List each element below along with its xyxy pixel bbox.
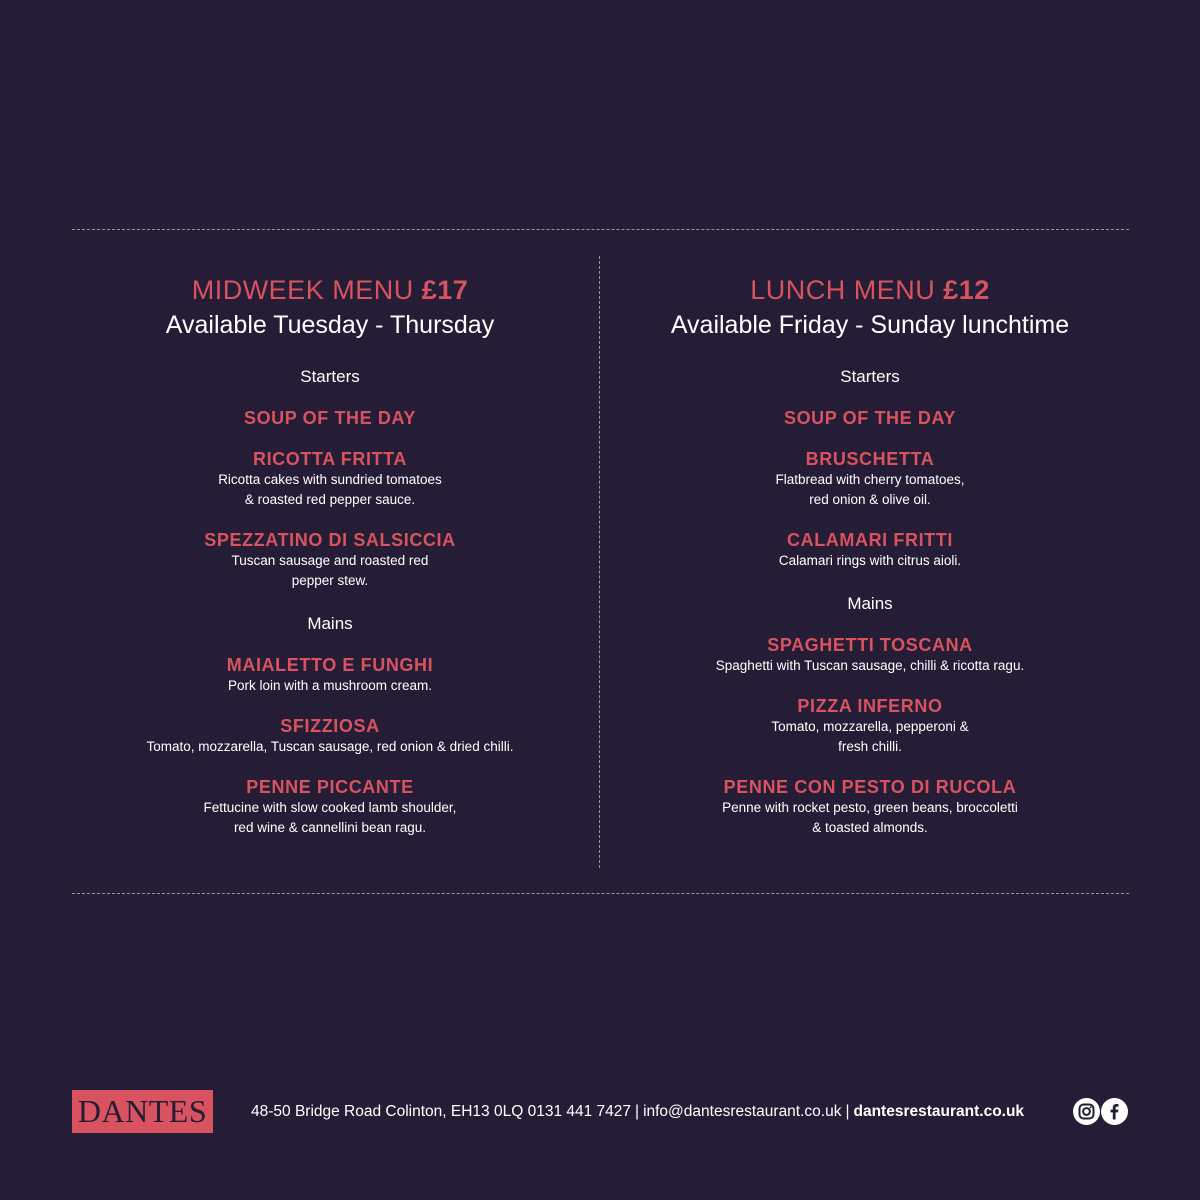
item-description: Tomato, mozzarella, pepperoni & fresh chilli. [771, 719, 969, 754]
item-description: Ricotta cakes with sundried tomatoes & roasted red pepper sauce. [218, 472, 442, 507]
item-name: MAIALETTO E FUNGHI [226, 655, 434, 675]
menu-item [610, 776, 1130, 838]
midweek-availability: Available Tuesday - Thursday [165, 311, 495, 339]
menu-item [70, 654, 590, 696]
menu-item [610, 695, 1130, 757]
lunch-menu-price: £12 [943, 275, 990, 305]
footer-website[interactable]: dantesrestaurant.co.uk [853, 1103, 1025, 1120]
menu-item [610, 529, 1130, 571]
item-name: SPAGHETTI TOSCANA [767, 635, 973, 655]
item-name: RICOTTA FRITTA [252, 449, 408, 469]
item-name: SOUP OF THE DAY [783, 408, 957, 428]
item-name: SOUP OF THE DAY [243, 408, 417, 428]
menu-item [610, 634, 1130, 676]
menu-item [70, 715, 590, 757]
mains-heading: Mains [847, 594, 893, 613]
menu-item [610, 448, 1130, 510]
starters-heading: Starters [840, 367, 900, 386]
lunch-menu-title: LUNCH MENU £12 [750, 275, 990, 305]
item-description: Fettucine with slow cooked lamb shoulder, red wine & cannellini bean ragu. [203, 800, 457, 835]
instagram-icon[interactable] [1073, 1098, 1100, 1125]
bottom-divider [72, 893, 1129, 894]
item-description: Tuscan sausage and roasted red pepper stew. [231, 553, 429, 588]
item-description: Flatbread with cherry tomatoes, red onion & olive oil. [775, 472, 965, 507]
item-description: Tomato, mozzarella, Tuscan sausage, red onion & dried chilli. [146, 739, 514, 754]
footer-address: 48-50 Bridge Road Colinton, EH13 0LQ 0131 441 7427 [251, 1103, 632, 1120]
footer-contact: 48-50 Bridge Road Colinton, EH13 0LQ 0131 441 7427 | info@dantesrestaurant.co.uk | dantesrestaurant.co.uk [251, 1103, 1025, 1120]
midweek-menu-price: £17 [421, 275, 469, 305]
top-divider [72, 229, 1129, 230]
dantes-logo: DANTES [72, 1090, 213, 1133]
facebook-icon[interactable] [1101, 1098, 1128, 1125]
column-divider [599, 256, 600, 868]
item-name: BRUSCHETTA [805, 449, 935, 469]
item-description: Pork loin with a mushroom cream. [227, 678, 433, 693]
lunch-availability: Available Friday - Sunday lunchtime [670, 311, 1070, 339]
item-description: Penne with rocket pesto, green beans, broccoletti & toasted almonds. [722, 800, 1018, 835]
footer-email[interactable]: info@dantesrestaurant.co.uk [643, 1103, 842, 1120]
mains-heading: Mains [307, 614, 353, 633]
item-name: PENNE CON PESTO DI RUCOLA [723, 777, 1017, 797]
item-name: SFIZZIOSA [280, 716, 380, 736]
item-description: Calamari rings with citrus aioli. [778, 553, 962, 568]
item-name: PENNE PICCANTE [246, 777, 414, 797]
starters-heading: Starters [300, 367, 360, 386]
menu-item [610, 407, 1130, 429]
item-description: Spaghetti with Tuscan sausage, chilli & ricotta ragu. [715, 658, 1025, 673]
menu-item [70, 529, 590, 591]
item-name: PIZZA INFERNO [797, 696, 943, 716]
menu-item [70, 776, 590, 838]
midweek-menu-column [70, 272, 590, 838]
menu-item [70, 407, 590, 429]
item-name: CALAMARI FRITTI [787, 530, 953, 550]
midweek-menu-title: MIDWEEK MENU £17 [191, 275, 469, 305]
menu-item [70, 448, 590, 510]
lunch-menu-column [610, 272, 1130, 838]
item-name: SPEZZATINO DI SALSICCIA [204, 530, 456, 550]
